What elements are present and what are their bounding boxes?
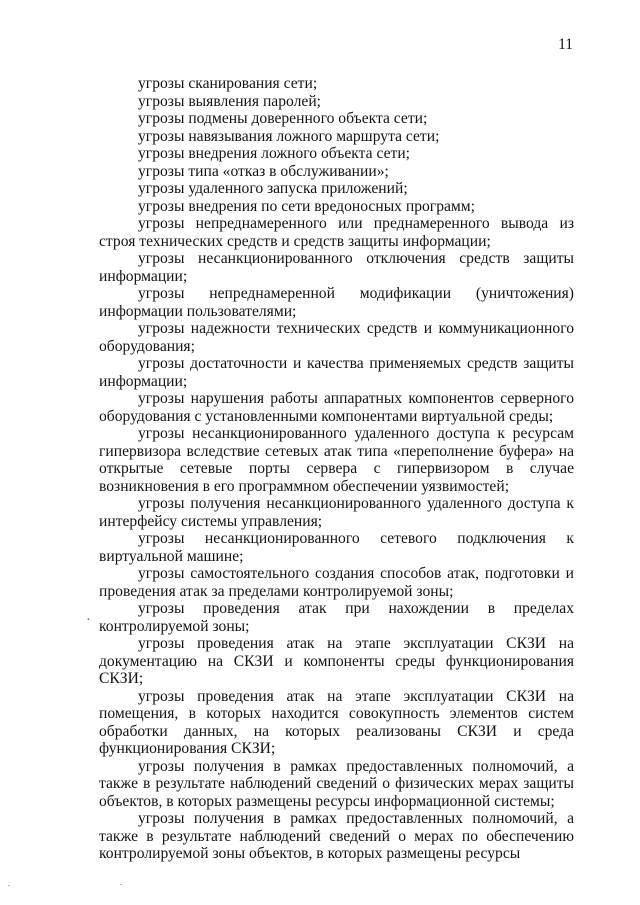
paragraph: угрозы несанкционированного удаленного доступа к ресурсам гипервизора вследствие сетевых атак типа «переполнение буфера» на открытые сетевые порты сервера с гипервизором в случае возникновения в его программном обеспечении уязвимостей; bbox=[99, 425, 574, 495]
paragraph: угрозы получения несанкционированного удаленного доступа к интерфейсу системы управления; bbox=[99, 495, 574, 530]
paragraph: угрозы проведения атак при нахождении в пределах контролируемой зоны; bbox=[99, 600, 574, 635]
paragraph: угрозы навязывания ложного маршрута сети; bbox=[138, 127, 440, 145]
document-body bbox=[99, 75, 574, 863]
paragraph: угрозы непреднамеренного или преднамеренного вывода из строя технических средств и средств защиты информации; bbox=[99, 215, 574, 250]
page-number: 11 bbox=[558, 36, 573, 53]
scan-speck bbox=[8, 885, 10, 886]
paragraph: угрозы получения в рамках предоставленных полномочий, а также в результате наблюдений сведений о мерах по обеспечению контролируемой зоны объектов, в которых размещены ресурсы bbox=[99, 810, 574, 862]
paragraph: угрозы типа «отказ в обслуживании»; bbox=[138, 162, 389, 180]
paragraph: угрозы достаточности и качества применяемых средств защиты информации; bbox=[99, 355, 574, 390]
paragraph: угрозы надежности технических средств и коммуникационного оборудования; bbox=[99, 320, 574, 355]
paragraph: угрозы получения в рамках предоставленных полномочий, а также в результате наблюдений сведений о физических мерах защиты объектов, в которых размещены ресурсы информационной системы; bbox=[99, 757, 574, 810]
paragraph: угрозы внедрения по сети вредоносных программ; bbox=[138, 197, 475, 215]
paragraph: угрозы несанкционированного отключения средств защиты информации; bbox=[99, 250, 574, 285]
paragraph: угрозы сканирования сети; bbox=[138, 75, 318, 92]
paragraph: угрозы выявления паролей; bbox=[138, 92, 321, 110]
paragraph: угрозы внедрения ложного объекта сети; bbox=[138, 145, 411, 162]
paragraph: угрозы удаленного запуска приложений; bbox=[138, 180, 408, 197]
scan-speck bbox=[120, 884, 122, 885]
paragraph: угрозы проведения атак на этапе эксплуатации СКЗИ на помещения, в которых находится совокупность элементов систем обработки данных, на которых реализованы СКЗИ и среда функционирования СКЗИ; bbox=[99, 687, 574, 757]
paragraph: угрозы несанкционированного сетевого подключения к виртуальной машине; bbox=[99, 530, 574, 565]
paragraph: угрозы подмены доверенного объекта сети; bbox=[138, 110, 428, 127]
paragraph: угрозы нарушения работы аппаратных компонентов серверного оборудования с установленными компонентами виртуальной среды; bbox=[99, 390, 574, 425]
margin-mark: · bbox=[86, 613, 91, 628]
paragraph: угрозы самостоятельного создания способов атак, подготовки и проведения атак за пределами контролируемой зоны; bbox=[99, 565, 574, 600]
paragraph: угрозы непреднамеренной модификации (уничтожения) информации пользователями; bbox=[99, 285, 574, 320]
paragraph: угрозы проведения атак на этапе эксплуатации СКЗИ на документацию на СКЗИ и компоненты среды функционирования СКЗИ; bbox=[99, 635, 574, 687]
